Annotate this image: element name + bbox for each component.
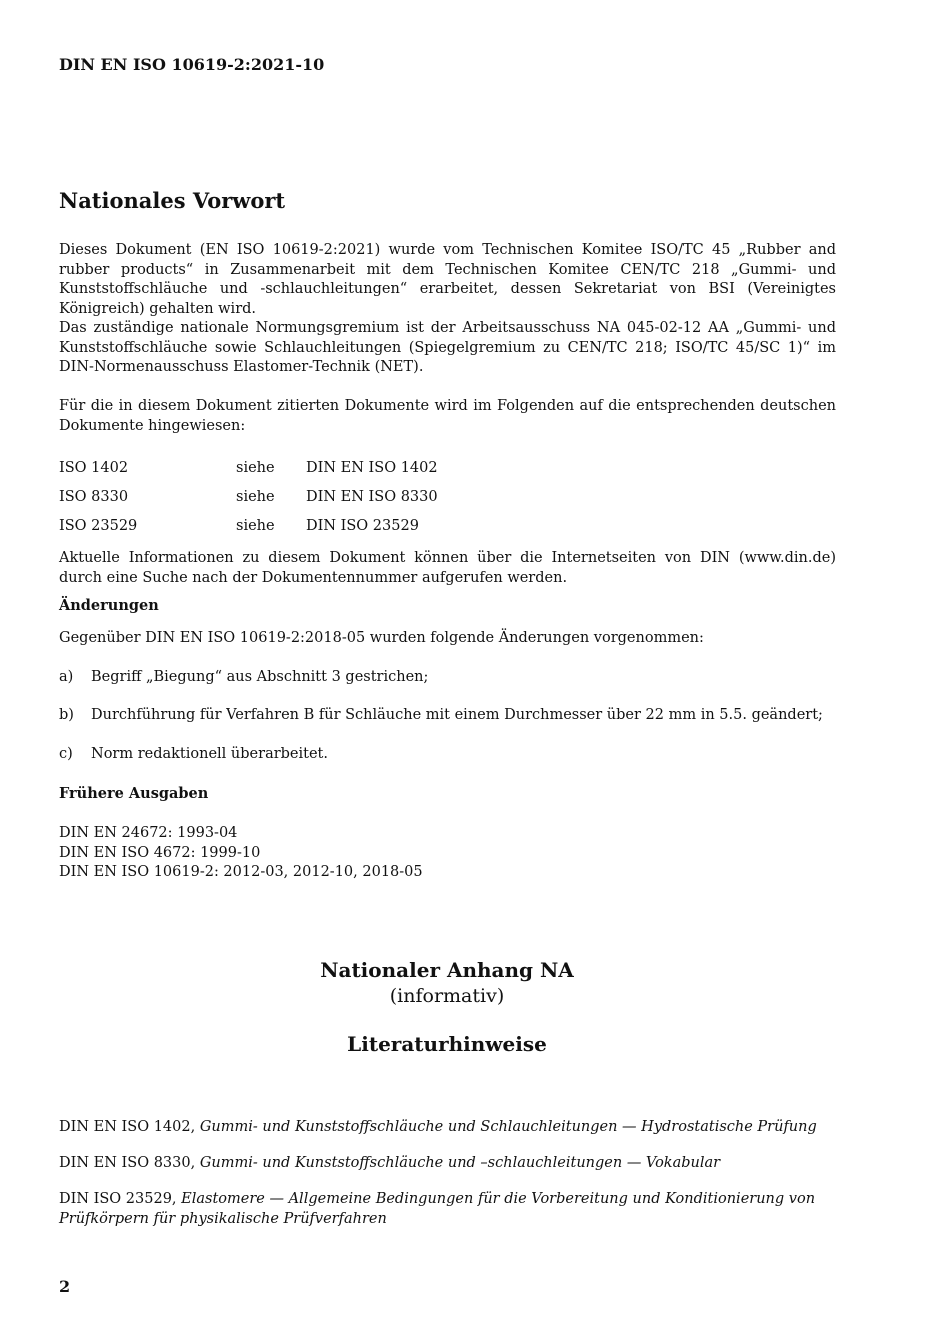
bibliography-entry <box>59 1118 836 1138</box>
foreword-paragraph-4: Aktuelle Informationen zu diesem Dokument können über die Internetseiten von DIN (www.din.de) durch eine Suche nach der Dokumentennummer aufgerufen werden. <box>59 550 836 586</box>
page-number: 2 <box>59 1277 71 1296</box>
literature-title: Literaturhinweise <box>347 1032 547 1056</box>
previous-edition: DIN EN ISO 10619-2: 2012-03, 2012-10, 2018-05 <box>59 864 423 881</box>
reference-iso: ISO 1402 <box>59 460 129 476</box>
annex-subtitle: (informativ) <box>389 985 505 1007</box>
bibliography-ref: DIN EN ISO 1402, <box>59 1119 200 1135</box>
reference-see: siehe <box>236 489 275 505</box>
reference-see: siehe <box>236 460 275 476</box>
changes-heading: Änderungen <box>59 597 159 614</box>
bibliography-title: Gummi- und Kunststoffschläuche und Schlauchleitungen — Hydrostatische Prüfung <box>199 1119 817 1135</box>
list-item-letter: c) <box>59 746 73 762</box>
reference-din: DIN ISO 23529 <box>306 518 419 534</box>
foreword-paragraph-3: Für die in diesem Dokument zitierten Dokumente wird im Folgenden auf die entsprechenden deutschen Dokumente hingewiesen: <box>59 398 836 434</box>
previous-editions-list <box>59 824 423 883</box>
reference-iso: ISO 8330 <box>59 489 129 505</box>
list-item-text: Norm redaktionell überarbeitet. <box>91 746 328 762</box>
list-item-text: Durchführung für Verfahren B für Schläuche mit einem Durchmesser über 22 mm in 5.5. geändert; <box>91 707 823 723</box>
annex-title: Nationaler Anhang NA <box>320 958 574 982</box>
list-item-letter: b) <box>59 707 74 723</box>
bibliography-ref: DIN EN ISO 8330, <box>59 1155 200 1171</box>
changes-intro: Gegenüber DIN EN ISO 10619-2:2018-05 wurden folgende Änderungen vorgenommen: <box>59 630 704 646</box>
bibliography-entry <box>59 1154 836 1174</box>
foreword-paragraph-1: Dieses Dokument (EN ISO 10619-2:2021) wurde vom Technischen Komitee ISO/TC 45 „Rubber and rubber products“ in Zusammenarbeit mit dem Technischen Komitee CEN/TC 218 „Gummi- und Kunststoffschläuche und -schlauchleitungen“ erarbeitet, dessen Sekretariat von BSI (Vereinigtes Königreich) gehalten wird. <box>59 242 836 317</box>
list-item-letter: a) <box>59 669 74 685</box>
foreword-paragraph-2: Das zuständige nationale Normungsgremium ist der Arbeitsausschuss NA 045-02-12 AA „Gummi- und Kunststoffschläuche sowie Schlauchleitungen (Spiegelgremium zu CEN/TC 218; ISO/TC 45/SC 1)“ im DIN-Normenausschuss Elastomer-Technik (NET). <box>59 320 836 376</box>
previous-edition: DIN EN ISO 4672: 1999-10 <box>59 844 261 861</box>
reference-row <box>59 460 559 480</box>
foreword-title: Nationales Vorwort <box>59 188 286 213</box>
reference-row <box>59 518 559 538</box>
bibliography-title: Elastomere — Allgemeine Bedingungen für die Vorbereitung und Konditionierung von Prüfkörpern für physikalische Prüfverfahren <box>59 1191 816 1227</box>
reference-iso: ISO 23529 <box>59 518 138 534</box>
reference-row <box>59 489 559 509</box>
document-id: DIN EN ISO 10619-2:2021-10 <box>59 55 325 74</box>
previous-editions-heading: Frühere Ausgaben <box>59 785 209 802</box>
reference-din: DIN EN ISO 8330 <box>306 489 438 505</box>
bibliography-title: Gummi- und Kunststoffschläuche und –schlauchleitungen — Vokabular <box>199 1155 721 1171</box>
reference-see: siehe <box>236 518 275 534</box>
list-item-text: Begriff „Biegung“ aus Abschnitt 3 gestrichen; <box>91 669 429 685</box>
reference-din: DIN EN ISO 1402 <box>306 460 438 476</box>
bibliography-entry <box>59 1190 836 1229</box>
previous-edition: DIN EN 24672: 1993-04 <box>59 825 238 841</box>
bibliography-ref: DIN ISO 23529, <box>59 1191 182 1207</box>
